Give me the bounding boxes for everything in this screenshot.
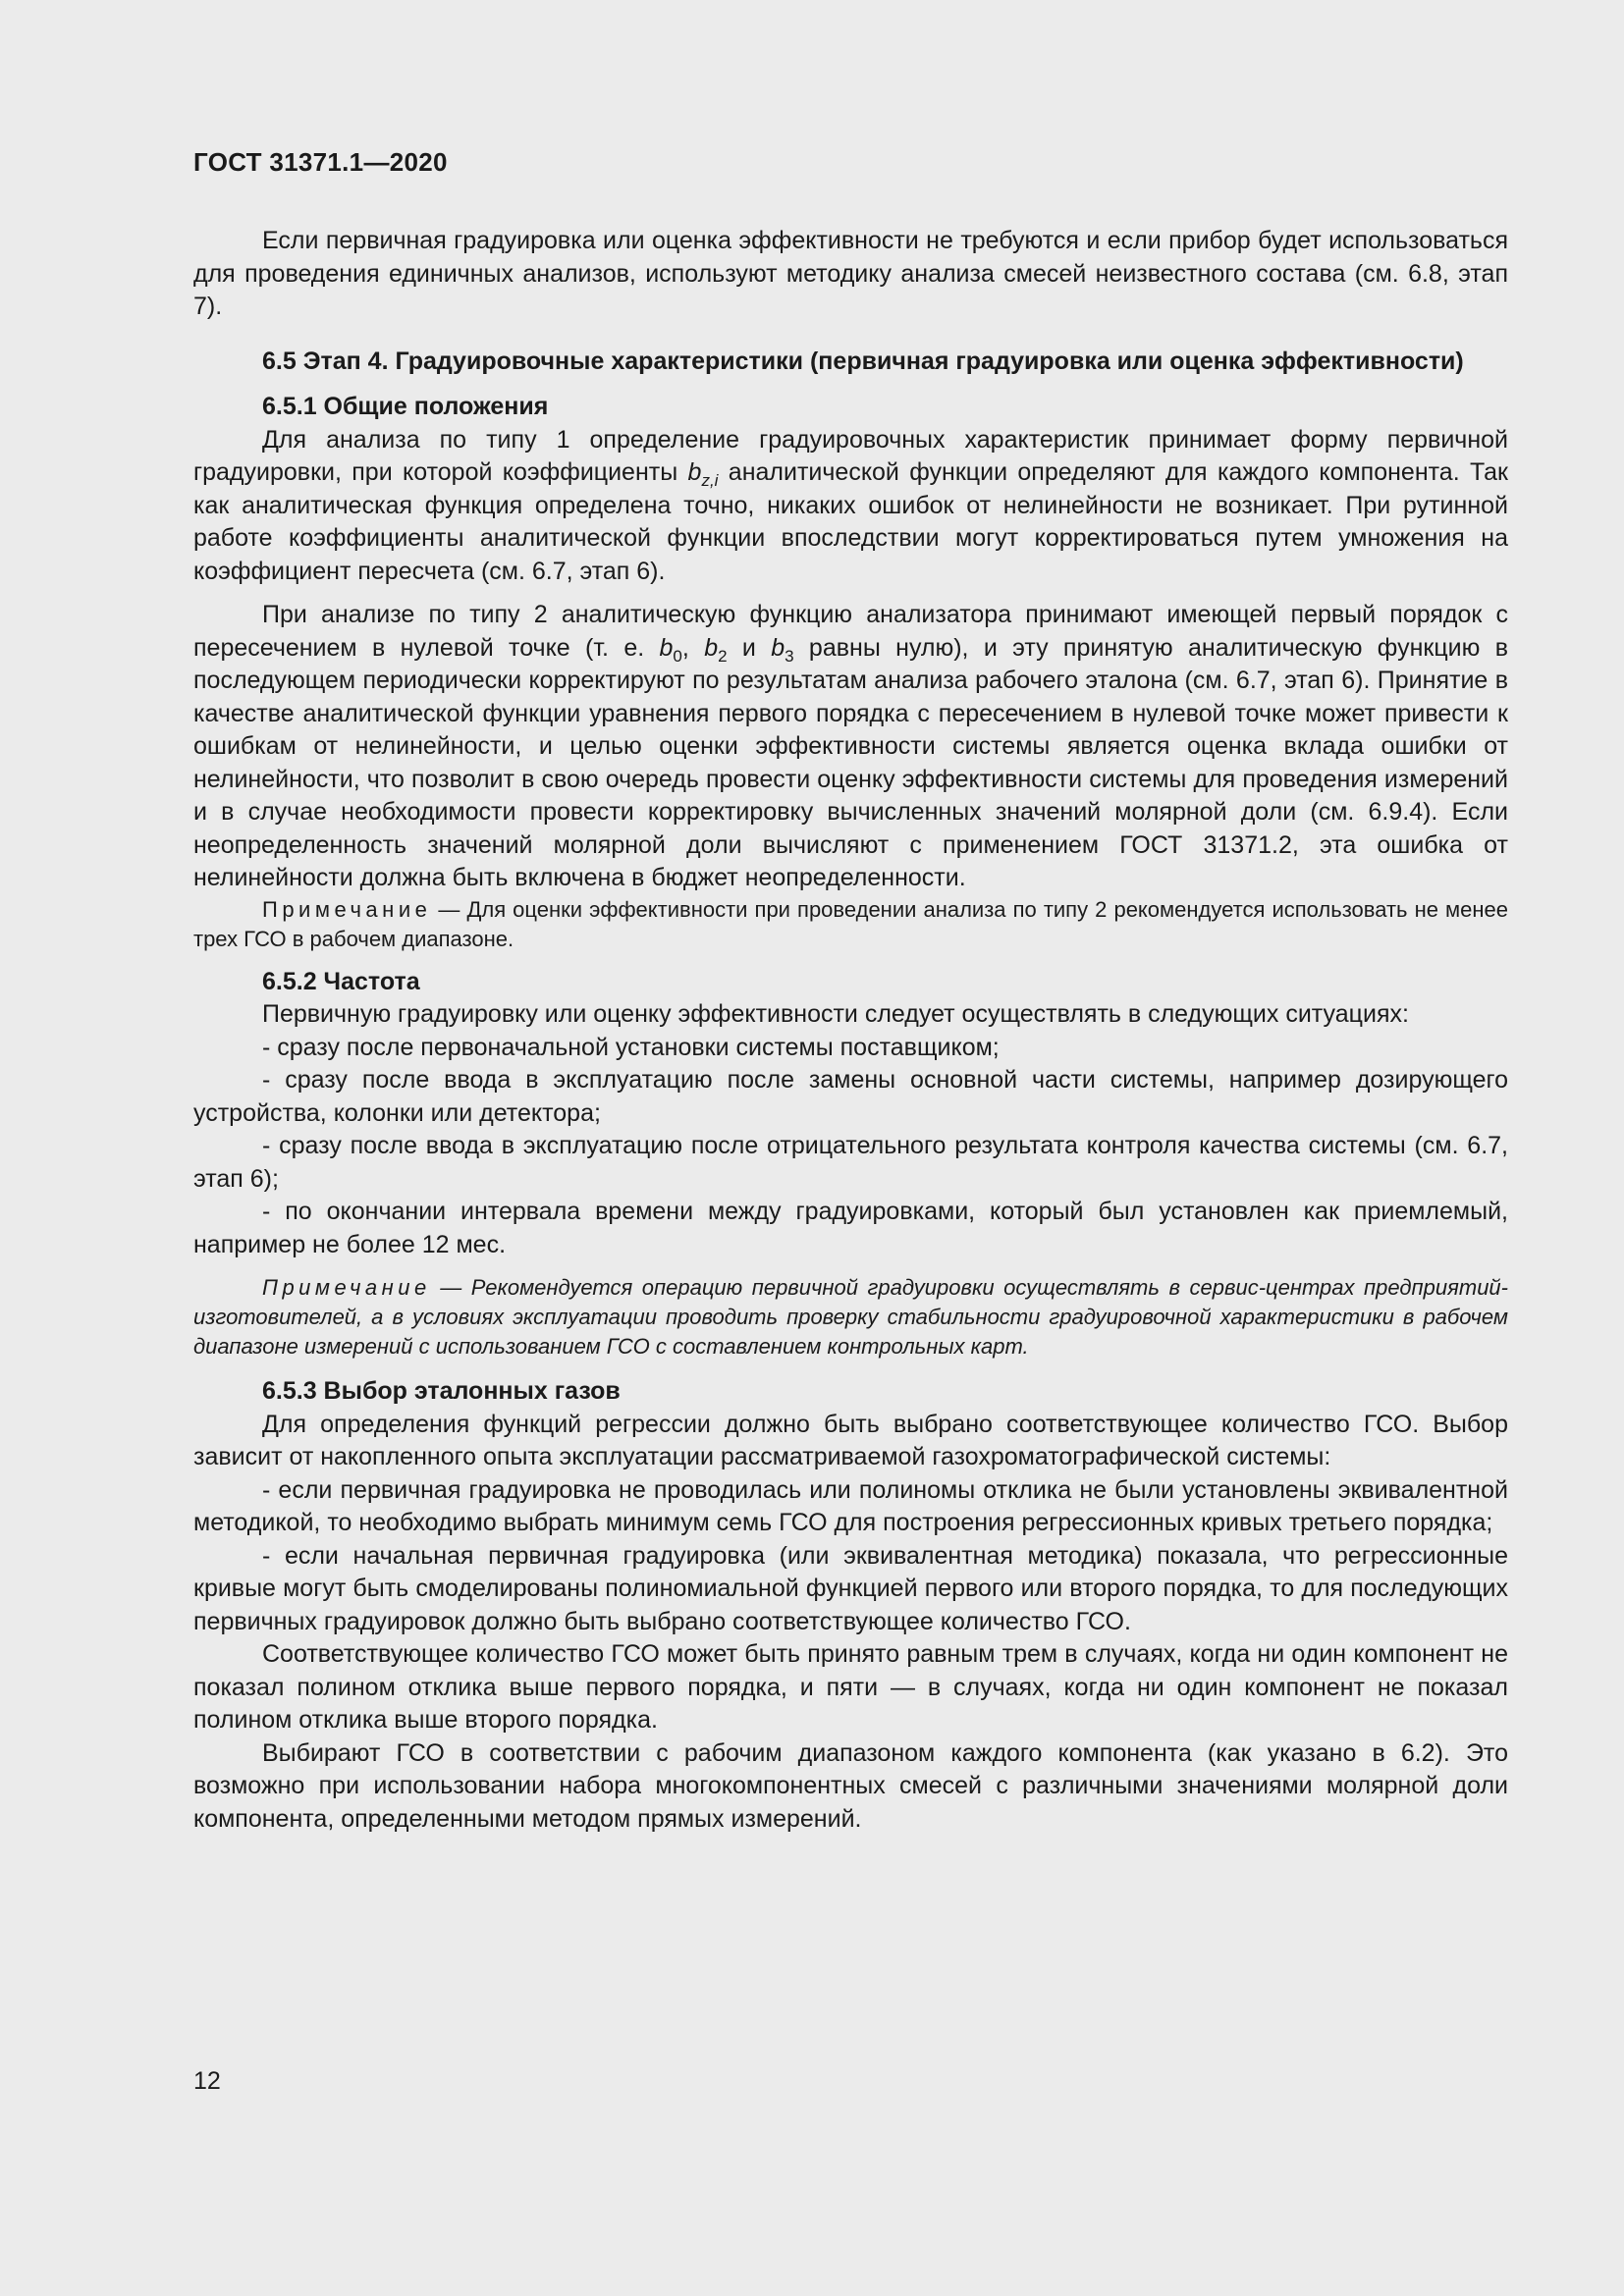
s651-p2-text-a: При анализе по типу 2 аналитическую функцию анализатора принимают имеющей первый порядок с пересечением в нулевой точке (т. е.	[193, 601, 1508, 662]
note-text: — Для оценки эффективности при проведении анализа по типу 2 рекомендуется использовать не менее трех ГСО в рабочем диапазоне.	[193, 896, 1508, 951]
s653-paragraph-2: Соответствующее количество ГСО может быть принято равным трем в случаях, когда ни один компонент не показал полином отклика выше первого порядка, и пяти — в случаях, когда ни один компонент не показал полином отклика выше второго порядка.	[193, 1640, 1508, 1734]
s652-list-item: - сразу после ввода в эксплуатацию после замены основной части системы, например дозирующего устройства, колонки или детектора;	[193, 1066, 1508, 1127]
b2-var: b	[704, 633, 719, 662]
coefficient-subscript: z,i	[701, 471, 719, 490]
s653-list-item: - если начальная первичная градуировка (или эквивалентная методика) показала, что регрессионные кривые могут быть смоделированы полиномиальной функцией первого или второго порядка, то для последующих первичных градуировок должно быть выбрано соответствующее количество ГСО.	[193, 1541, 1508, 1635]
s651-paragraph-2	[193, 599, 1508, 895]
page-number: 12	[193, 2067, 221, 2095]
s652-note	[193, 1273, 1508, 1362]
s651-paragraph-1	[193, 424, 1508, 589]
b0-subscript: 0	[673, 646, 682, 666]
s651-p2-text-e: равны нулю), и эту принятую аналитическую функцию в последующем периодически корректируют по результатам анализа рабочего эталона (см. 6.7, этап 6). Принятие в качестве аналитической функции уравнения первого порядка с пересечением в нулевой точке может привести к ошибкам от нелинейности, и целью оценки эффективности системы является оценка вклада ошибки от нелинейности, что позволит в свою очередь провести оценку эффективности системы для проведения измерений и в случае необходимости провести корректировку вычисленных значений молярной доли (см. 6.9.4). Если неопределенность значений молярной доли вычисляют с применением ГОСТ 31371.2, эта ошибка от нелинейности должна быть включена в бюджет неопределенности.	[193, 633, 1508, 891]
note-label: Примечание	[262, 1275, 431, 1300]
s653-list-item: - если первичная градуировка не проводилась или полиномы отклика не были установлены эквивалентной методикой, то необходимо выбрать минимум семь ГСО для построения регрессионных кривых третьего порядка;	[193, 1475, 1508, 1536]
coefficient-var: b	[687, 458, 702, 486]
s652-list-item: - сразу после первоначальной установки системы поставщиком;	[262, 1033, 1000, 1061]
s651-p2-comma: ,	[681, 633, 705, 662]
b2-subscript: 2	[718, 646, 728, 666]
b0-var: b	[659, 633, 674, 662]
s652-list-item: - по окончании интервала времени между градуировками, который был установлен как приемлемый, например не более 12 мес.	[193, 1198, 1508, 1258]
b3-var: b	[771, 633, 785, 662]
s652-paragraph-1: Первичную градуировку или оценку эффективности следует осуществлять в следующих ситуациях:	[262, 1000, 1409, 1028]
b3-subscript: 3	[785, 646, 794, 666]
standard-header: ГОСТ 31371.1—2020	[193, 147, 448, 177]
s651-note	[193, 895, 1508, 954]
section-6-5-title: 6.5 Этап 4. Градуировочные характеристики (первичная градуировка или оценка эффективности)	[262, 347, 1464, 375]
s653-paragraph-3: Выбирают ГСО в соответствии с рабочим диапазоном каждого компонента (как указано в 6.2). Это возможно при использовании набора многокомпонентных смесей с различными значениями молярной доли компонента, определенными методом прямых измерений.	[193, 1738, 1508, 1833]
s651-p1-text-b: аналитической функции определяют для каждого компонента. Так как аналитическая функция определена точно, никаких ошибок от нелинейности не возникает. При рутинной работе коэффициенты аналитической функции впоследствии могут корректироваться путем умножения на коэффициент пересчета (см. 6.7, этап 6).	[193, 458, 1508, 585]
section-6-5-2-title: 6.5.2 Частота	[262, 967, 420, 995]
intro-paragraph: Если первичная градуировка или оценка эффективности не требуются и если прибор будет использоваться для проведения единичных анализов, используют методику анализа смесей неизвестного состава (см. 6.8, этап 7).	[193, 227, 1508, 320]
s653-paragraph-1: Для определения функций регрессии должно быть выбрано соответствующее количество ГСО. Выбор зависит от накопленного опыта эксплуатации рассматриваемой газохроматографической системы:	[193, 1410, 1508, 1470]
s651-p1-text-a: Для анализа по типу 1 определение градуировочных характеристик принимает форму первичной градуировки, при которой коэффициенты	[193, 425, 1508, 486]
s651-p2-and: и	[727, 633, 772, 662]
page-content	[193, 225, 1508, 1836]
s652-list-item: - сразу после ввода в эксплуатацию после отрицательного результата контроля качества системы (см. 6.7, этап 6);	[193, 1132, 1508, 1193]
section-6-5-3-title: 6.5.3 Выбор эталонных газов	[262, 1377, 621, 1405]
section-6-5-1-title: 6.5.1 Общие положения	[262, 393, 549, 420]
note-text: — Рекомендуется операцию первичной градуировки осуществлять в сервис-центрах предприятий-изготовителей, а в условиях эксплуатации проводить проверку стабильности градуировочной характеристики в рабочем диапазоне измерений с использованием ГСО с составлением контрольных карт.	[193, 1275, 1508, 1359]
note-label: Примечание	[262, 896, 432, 922]
